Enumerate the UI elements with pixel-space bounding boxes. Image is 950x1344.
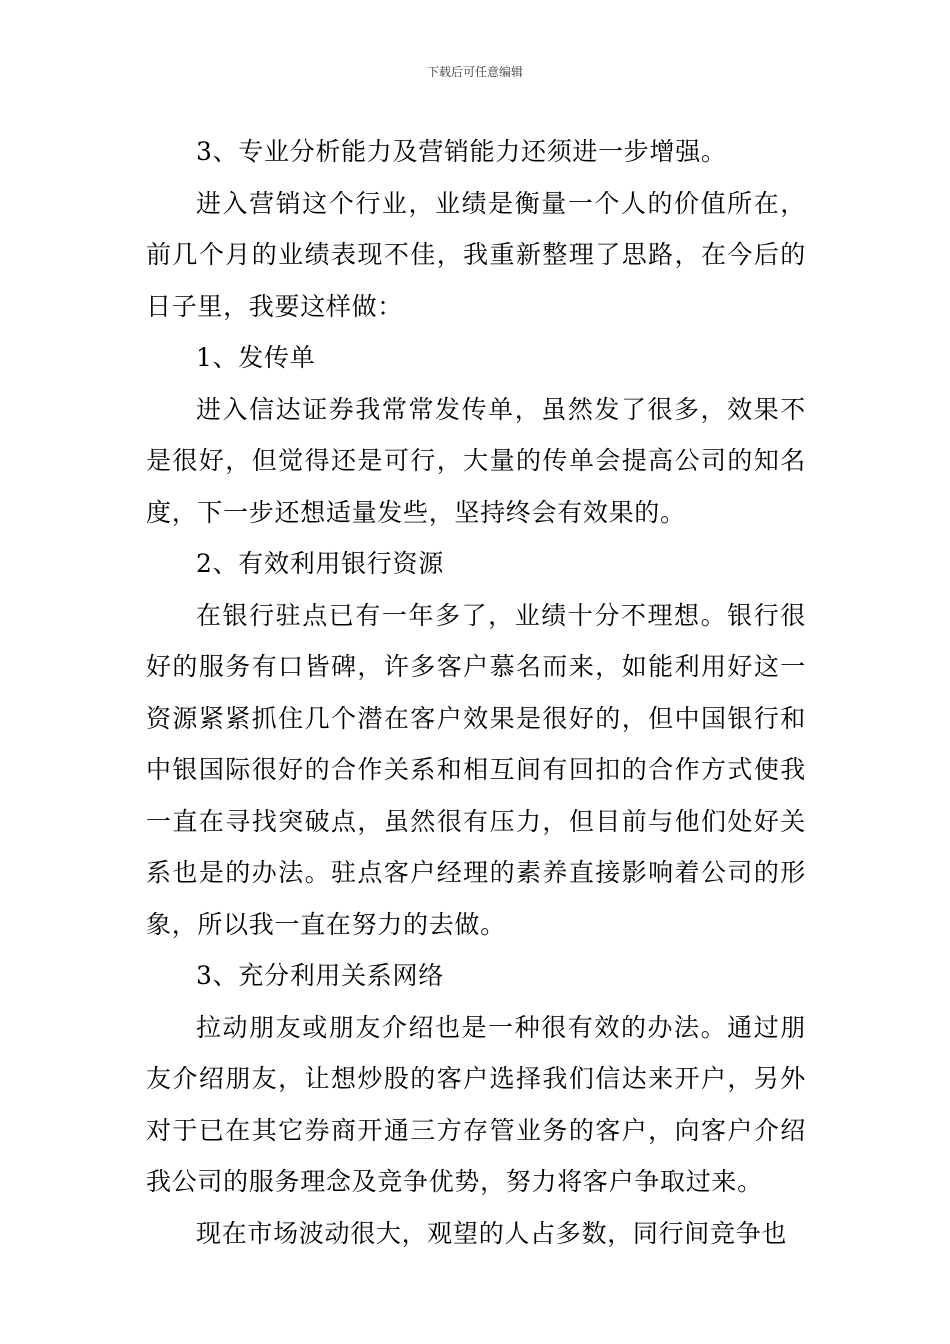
paragraph-heading-leaflets: 1、发传单	[196, 343, 316, 372]
paragraph-bank-resources: 在银行驻点已有一年多了，业绩十分不理想。银行很好的服务有口皆碑，许多客户慕名而来，如能利用好这一资源紧紧抓住几个潜在客户效果是很好的，但中国银行和中银国际很好的合作关系和相互间有回扣的合作方式使我一直在寻找突破点，虽然很有压力，但目前与他们处好关系也是的办法。驻点客户经理的素养直接影响着公司的形象，所以我一直在努力的去做。	[146, 600, 806, 939]
paragraph-intro: 进入营销这个行业，业绩是衡量一个人的价值所在，前几个月的业绩表现不佳，我重新整理了思路，在今后的日子里，我要这样做：	[146, 188, 806, 321]
paragraph-market-conditions: 现在市场波动很大，观望的人占多数，同行间竞争也	[196, 1218, 788, 1248]
document-body	[146, 126, 806, 1259]
paragraph-heading-bank-resources: 2、有效利用银行资源	[196, 549, 444, 578]
paragraph-heading-relationship-network: 3、充分利用关系网络	[196, 961, 444, 990]
paragraph-item-3-heading: 3、专业分析能力及营销能力还须进一步增强。	[196, 137, 727, 166]
page-header-note: 下载后可任意编辑	[426, 65, 523, 79]
paragraph-relationship-network: 拉动朋友或朋友介绍也是一种很有效的办法。通过朋友介绍朋友，让想炒股的客户选择我们信达来开户，另外对于已在其它券商开通三方存管业务的客户，向客户介绍我公司的服务理念及竞争优势，努力将客户争取过来。	[146, 1012, 806, 1196]
paragraph-leaflets: 进入信达证券我常常发传单，虽然发了很多，效果不是很好，但觉得还是可行，大量的传单会提高公司的知名度，下一步还想适量发些，坚持终会有效果的。	[146, 394, 806, 527]
